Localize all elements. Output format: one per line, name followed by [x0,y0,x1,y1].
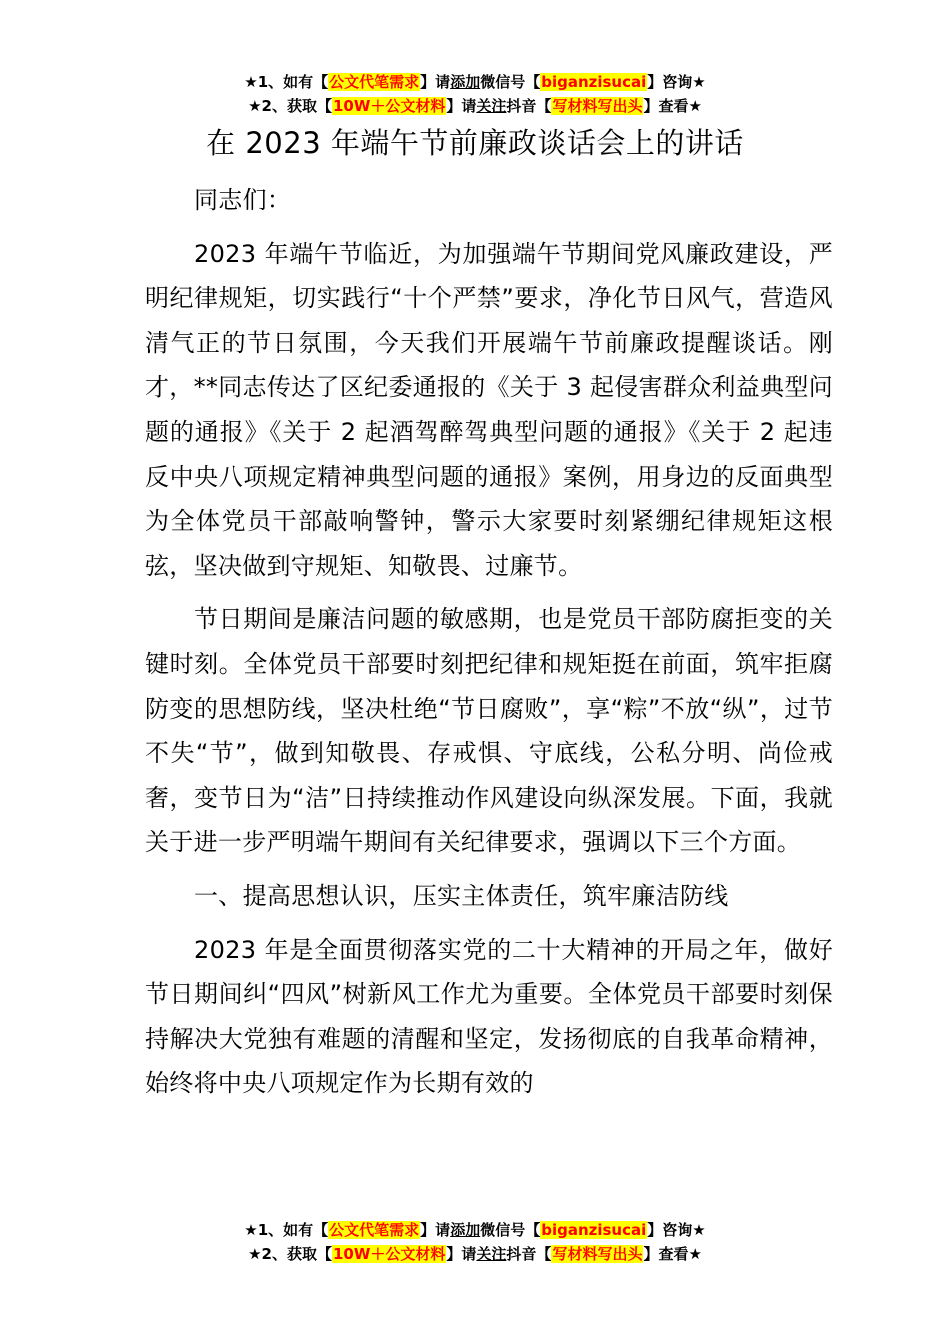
promo-line-1 [0,70,950,94]
document-body [145,178,833,1115]
promo-text: 微信号【 [480,73,541,91]
promo-text: 】查看★ [643,1245,702,1263]
promo-highlight: biganzisucai [541,1221,647,1239]
promo-text: 】请 [446,97,477,115]
promo-text: ★1、如有【 [244,1221,329,1239]
promo-text: ★2、获取【 [248,97,332,115]
promo-text: 】咨询★ [647,1221,706,1239]
promo-text: 抖音【 [506,97,552,115]
promo-text: 】请 [420,73,451,91]
promo-line-2 [0,94,950,118]
promo-text: 抖音【 [506,1245,552,1263]
paragraph-salutation: 同志们： [194,186,292,214]
promo-highlight: 10W＋公文材料 [332,97,446,115]
promo-highlight: 写材料写出头 [552,97,643,115]
section-heading: 一、提高思想认识，压实主体责任，筑牢廉洁防线 [194,881,729,910]
promo-line-2 [0,1242,950,1266]
promo-text: ★2、获取【 [248,1245,332,1263]
promo-highlight: 写材料写出头 [552,1245,643,1263]
paragraph: 2023 年端午节临近，为加强端午节期间党风廉政建设，严明纪律规矩，切实践行“十个严禁”要求，净化节日风气，营造风清气正的节日氛围，今天我们开展端午节前廉政提醒谈话。刚才，**同志传达了区纪委通报的《关于 3 起侵害群众利益典型问题的通报》《关于 2 起酒驾醉驾典型问题的通报》《关于 2 起违反中央八项规定精神典型问题的通报》案例，用身边的反面典型为全体党员干部敲响警钟，警示大家要时刻紧绷纪律规矩这根弦，坚决做到守规矩、知敬畏、过廉节。 [145,239,833,580]
promo-highlight: 10W＋公文材料 [332,1245,446,1263]
paragraph: 节日期间是廉洁问题的敏感期，也是党员干部防腐拒变的关键时刻。全体党员干部要时刻把纪律和规矩挺在前面，筑牢拒腐防变的思想防线，坚决杜绝“节日腐败”，享“粽”不放“纵”，过节不失“节”，做到知敬畏、存戒惧、守底线，公私分明、尚俭戒奢，变节日为“洁”日持续推动作风建设向纵深发展。下面，我就关于进一步严明端午期间有关纪律要求，强调以下三个方面。 [145,605,833,857]
promo-underline: 添加 [450,73,481,91]
promo-text: 】请 [420,1221,451,1239]
promo-text: 微信号【 [480,1221,541,1239]
promo-highlight: 公文代笔需求 [329,73,420,91]
promo-banner-bottom [0,1218,950,1266]
promo-highlight: biganzisucai [541,73,647,91]
promo-underline: 关注 [476,97,507,115]
promo-highlight: 公文代笔需求 [329,1221,420,1239]
paragraph: 2023 年是全面贯彻落实党的二十大精神的开局之年，做好节日期间纠“四风”树新风工作尤为重要。全体党员干部要时刻保持解决大党独有难题的清醒和坚定，发扬彻底的自我革命精神，始终将中央八项规定作为长期有效的 [145,935,833,1098]
promo-text: 】请 [446,1245,477,1263]
promo-underline: 关注 [476,1245,507,1263]
promo-text: ★1、如有【 [244,73,329,91]
promo-underline: 添加 [450,1221,481,1239]
document-title: 在 2023 年端午节前廉政谈话会上的讲话 [206,126,744,160]
promo-text: 】咨询★ [647,73,706,91]
promo-banner-top [0,70,950,118]
promo-text: 】查看★ [643,97,702,115]
promo-line-1 [0,1218,950,1242]
